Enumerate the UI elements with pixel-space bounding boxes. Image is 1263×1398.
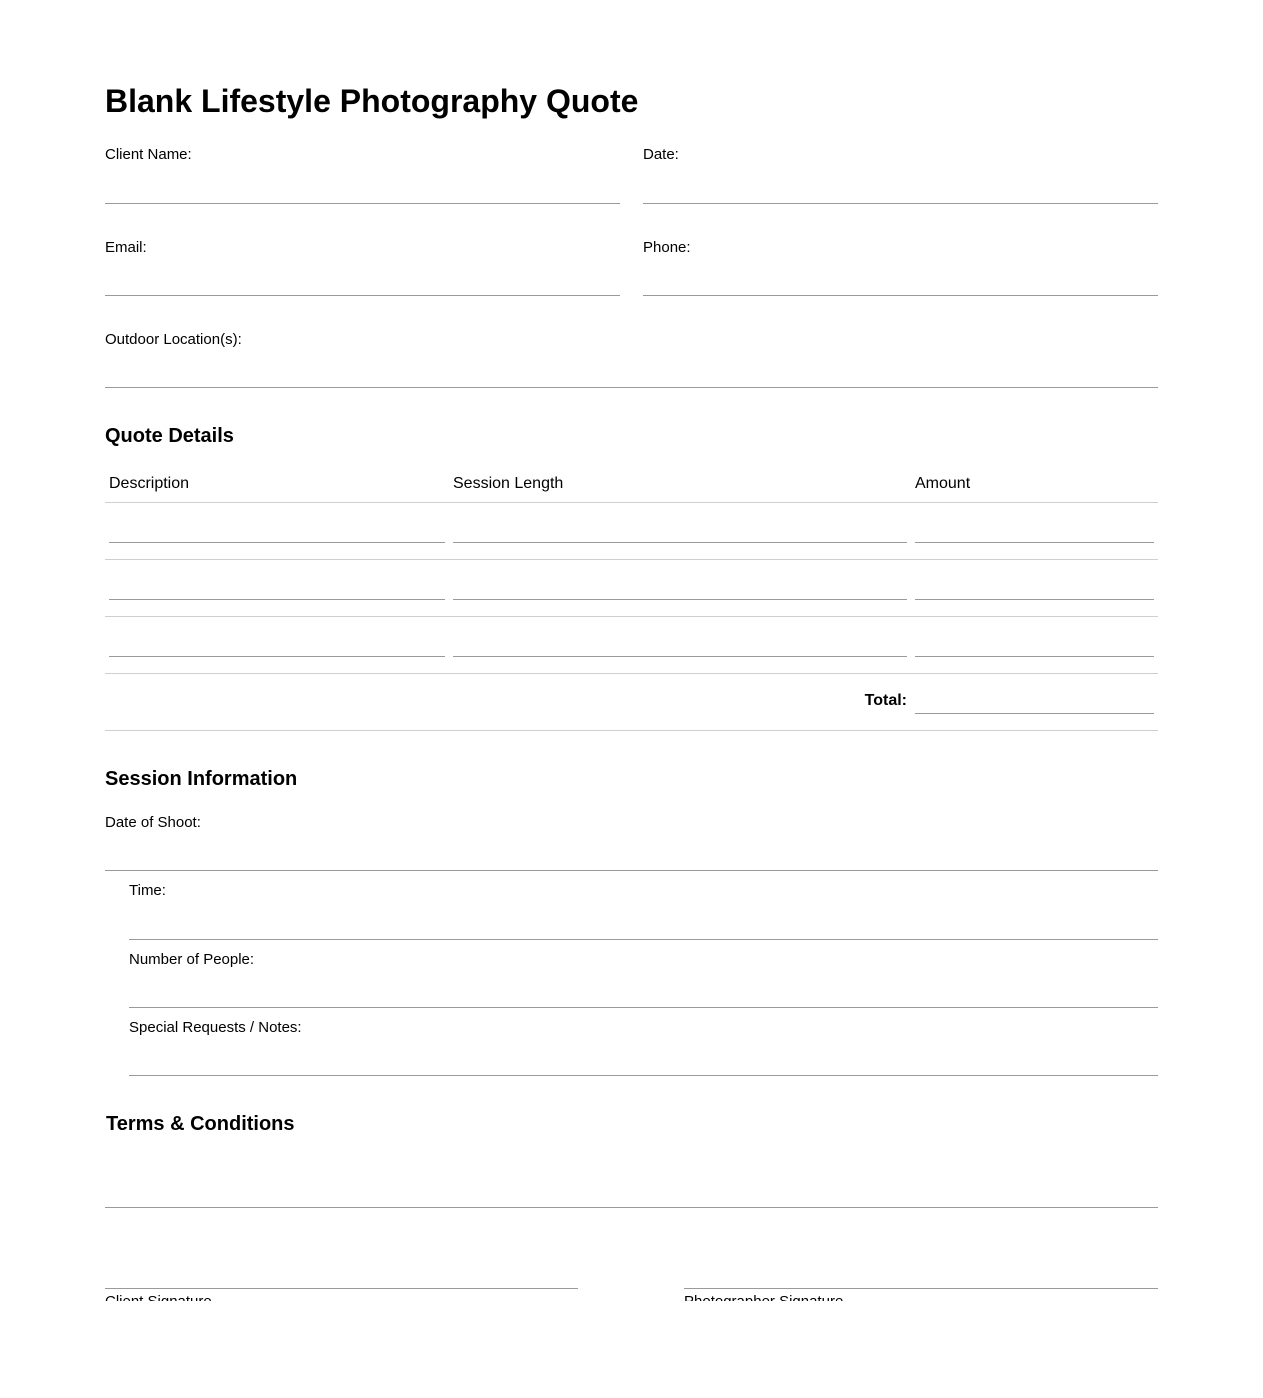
page-bottom-cutoff: [0, 1301, 1263, 1398]
total-label: Total:: [864, 692, 907, 709]
phone-label: Phone:: [643, 239, 691, 256]
number-of-people-field[interactable]: [129, 1007, 1158, 1008]
date-field[interactable]: [643, 203, 1158, 204]
client-name-label: Client Name:: [105, 146, 192, 163]
date-of-shoot-field[interactable]: [105, 870, 1158, 871]
time-label: Time:: [129, 882, 166, 899]
outdoor-location-label: Outdoor Location(s):: [105, 331, 242, 348]
row-2-description-field[interactable]: [109, 599, 445, 600]
table-row-divider: [105, 616, 1158, 617]
date-label: Date:: [643, 146, 679, 163]
total-field[interactable]: [915, 713, 1154, 714]
row-1-session-length-field[interactable]: [453, 542, 907, 543]
terms-field[interactable]: [105, 1207, 1158, 1208]
phone-field[interactable]: [643, 295, 1158, 296]
email-field[interactable]: [105, 295, 620, 296]
special-requests-label: Special Requests / Notes:: [129, 1019, 302, 1036]
outdoor-location-field[interactable]: [105, 387, 1158, 388]
quote-details-heading: Quote Details: [105, 425, 234, 447]
special-requests-field[interactable]: [129, 1075, 1158, 1076]
photographer-signature-field[interactable]: [684, 1288, 1158, 1289]
client-name-field[interactable]: [105, 203, 620, 204]
email-label: Email:: [105, 239, 147, 256]
column-header-description: Description: [109, 475, 190, 492]
number-of-people-label: Number of People:: [129, 951, 255, 968]
row-2-session-length-field[interactable]: [453, 599, 907, 600]
terms-heading: Terms & Conditions: [106, 1113, 295, 1135]
row-3-session-length-field[interactable]: [453, 656, 907, 657]
column-header-session-length: Session Length: [453, 475, 564, 492]
time-field[interactable]: [129, 939, 1158, 940]
table-row-divider: [105, 673, 1158, 674]
row-1-description-field[interactable]: [109, 542, 445, 543]
row-2-amount-field[interactable]: [915, 599, 1154, 600]
column-header-amount: Amount: [915, 475, 971, 492]
row-3-amount-field[interactable]: [915, 656, 1154, 657]
date-of-shoot-label: Date of Shoot:: [105, 814, 201, 831]
session-information-heading: Session Information: [105, 768, 298, 790]
row-1-amount-field[interactable]: [915, 542, 1154, 543]
table-row-divider: [105, 559, 1158, 560]
table-bottom-divider: [105, 730, 1158, 731]
page-title: Blank Lifestyle Photography Quote: [105, 83, 639, 119]
client-signature-field[interactable]: [105, 1288, 578, 1289]
table-header-divider: [105, 502, 1158, 503]
row-3-description-field[interactable]: [109, 656, 445, 657]
